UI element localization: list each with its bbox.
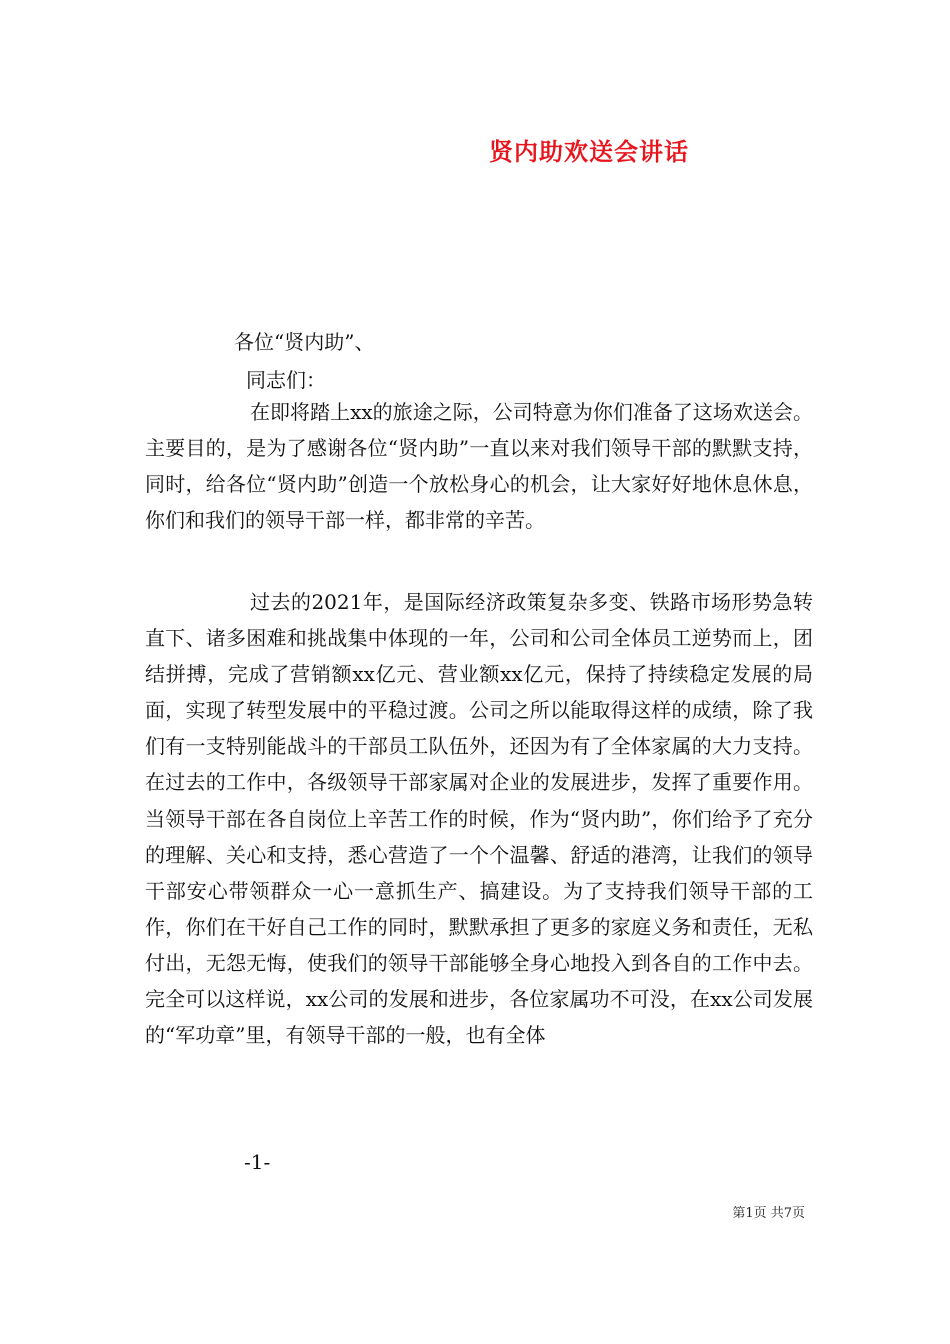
body-paragraph-1: 在即将踏上xx的旅途之际，公司特意为你们准备了这场欢送会。主要目的，是为了感谢各位“贤内助”一直以来对我们领导干部的默默支持，同时，给各位“贤内助”创造一个放松身心的机会，让大家好好地休息休息，你们和我们的领导干部一样，都非常的辛苦。	[145, 400, 813, 533]
page-number-marker: -1-	[244, 1150, 271, 1174]
document-title: 贤内助欢送会讲话	[489, 138, 689, 166]
page-footer: 第1页 共7页	[732, 1206, 805, 1221]
salutation-line-2: 同志们：	[246, 368, 326, 392]
body-paragraph-2: 过去的2021年，是国际经济政策复杂多变、铁路市场形势急转直下、诸多困难和挑战集中体现的一年，公司和公司全体员工逆势而上，团结拼搏，完成了营销额xx亿元、营业额xx亿元，保持了持续稳定发展的局面，实现了转型发展中的平稳过渡。公司之所以能取得这样的成绩，除了我们有一支特别能战斗的干部员工队伍外，还因为有了全体家属的大力支持。在过去的工作中，各级领导干部家属对企业的发展进步，发挥了重要作用。当领导干部在各自岗位上辛苦工作的时候，作为“贤内助”，你们给予了充分的理解、关心和支持，悉心营造了一个个温馨、舒适的港湾，让我们的领导干部安心带领群众一心一意抓生产、搞建设。为了支持我们领导干部的工作，你们在干好自己工作的同时，默默承担了更多的家庭义务和责任，无私付出，无怨无悔，使我们的领导干部能够全身心地投入到各自的工作中去。完全可以这样说，xx公司的发展和进步，各位家属功不可没，在xx公司发展的“军功章”里，有领导干部的一般，也有全体	[145, 590, 813, 1048]
salutation-line-1: 各位“贤内助”、	[234, 330, 375, 354]
